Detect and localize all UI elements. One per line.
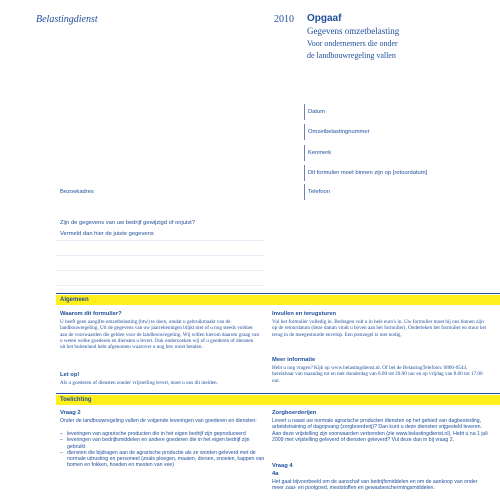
notice-heading: Let op! (60, 372, 80, 378)
question-2-heading: Vraag 2 (60, 410, 81, 416)
field-marker (304, 104, 305, 120)
section-divider (56, 393, 500, 394)
visit-address-label: Bezoekadres (60, 189, 94, 195)
section-header-explanation: Toelichting (56, 395, 500, 405)
correction-line-1[interactable] (56, 241, 264, 255)
question-2-item: – leveringen van bedrijfsmiddelen en andere goederen die in het eigen bedrijf zijn gebruikt (60, 437, 265, 450)
field-marker (304, 165, 305, 181)
care-farms-heading: Zorgboerderijen (272, 410, 317, 416)
more-info-heading: Meer informatie (272, 357, 316, 363)
notice-text: Als u goederen of diensten zonder vrijstelling levert, moet u ons dit melden. (60, 380, 218, 386)
vat-number-label: Omzetbelastingnummer (308, 129, 370, 135)
question-4-heading: Vraag 4 (272, 463, 293, 469)
return-date-label: Dit formulier moet binnen zijn op [retourdatum] (308, 170, 428, 176)
question-2-item: – diensten die bijdragen aan de agrarische productie als ze worden geleverd met de normale uitrusting en personeel (zoals ploegen, maaien, dorsen, snoeien, kappen van bomen en fokken, hoeden en mesten van vee) (60, 450, 265, 469)
field-marker (304, 145, 305, 161)
question-4a-text: Het gaat bijvoorbeeld om de aanschaf van bedrijfsmiddelen en om de aankoop van onder meer zaai- en pootgoed, meststoffen en gewasbeschermingsmiddelen. (272, 479, 478, 492)
form-title: Opgaaf (307, 13, 342, 24)
phone-label: Telefoon (308, 189, 330, 195)
field-marker (304, 184, 305, 200)
correction-box (56, 240, 264, 286)
reference-label: Kenmerk (308, 150, 332, 156)
form-year: 2010 (274, 14, 294, 25)
changes-instruction: Vermeld dan hier de juiste gegevens (60, 231, 154, 237)
date-label: Datum (308, 109, 326, 115)
care-farms-text: Levert u naast uw normale agrarische producten diensten op het gebied van dagbesteding, arbeidstraining of dagopvang (zorgboerderij)? Dan kunt u deze diensten vrijgesteld leveren. Aan deze vrijstelling zijn voorwaarden verbonden (zie www.belastingdienst.nl). Hebt u na 1 juli 2009 met vrijstelling geleverd of diensten geleverd? Vul deze dan in bij vraag 2. (272, 418, 488, 443)
section-divider (56, 293, 500, 294)
form-subtitle-line-2: de landbouwregeling vallen (307, 51, 396, 60)
more-info-text: Hebt u nog vragen? Kijk op www.belastingdienst.nl. Of bel de BelastingTelefoon: 0800-0543, bereikbaar van maandag tot en met donderdag van 8.00 tot 20.00 uur en op vrijdag van 8.00 tot 17.00 uur. (272, 365, 483, 384)
why-form-text: U heeft geen aangifte omzetbelasting (btw) te doen, omdat u gebruikmaakt van de landbouwregeling. Uit de gegevens van uw jaarrekeningen blijkt niet of u nog steeds voldoet aan de voorwaarden die gelden voor de landbouwregeling. Wij willen hierom daarom graag van u weten welke goederen en diensten u levert. Ook onderzoeken wij of u goederen of diensten uit het buitenland hebt afgenomen waarover u nog btw moet betalen. (60, 319, 260, 351)
changes-question: Zijn de gegevens van uw bedrijf gewijzigd of onjuist? (60, 220, 196, 226)
form-subtitle: Gegevens omzetbelasting (307, 26, 400, 36)
question-2-list (60, 431, 265, 469)
fill-return-heading: Invullen en terugsturen (272, 311, 337, 317)
form-subtitle-line-1: Voor ondernemers die onder (307, 39, 398, 48)
org-name: Belastingdienst (36, 14, 98, 25)
field-marker (304, 124, 305, 140)
question-4a-heading: 4a (272, 471, 279, 477)
correction-line-2[interactable] (56, 256, 264, 270)
section-header-general: Algemeen (56, 295, 500, 305)
question-2-item: – leveringen van agrarische producten die in het eigen bedrijf zijn geproduceerd (60, 431, 265, 437)
question-2-intro: Onder de landbouwregeling vallen de volgende leveringen van goederen en diensten: (60, 418, 257, 424)
why-form-heading: Waarom dit formulier? (60, 311, 122, 317)
correction-line-3[interactable] (56, 271, 264, 285)
fill-return-text: Vul het formulier volledig in. Bedragen vult u in hele euro's in. Uw formulier moet bij ons binnen zijn op de retourdatum (deze datum vindt u boven aan het formulier). Onderteken het formulier en stuur het terug in de meegestuurde envelop. Een postzegel is niet nodig. (272, 319, 487, 338)
